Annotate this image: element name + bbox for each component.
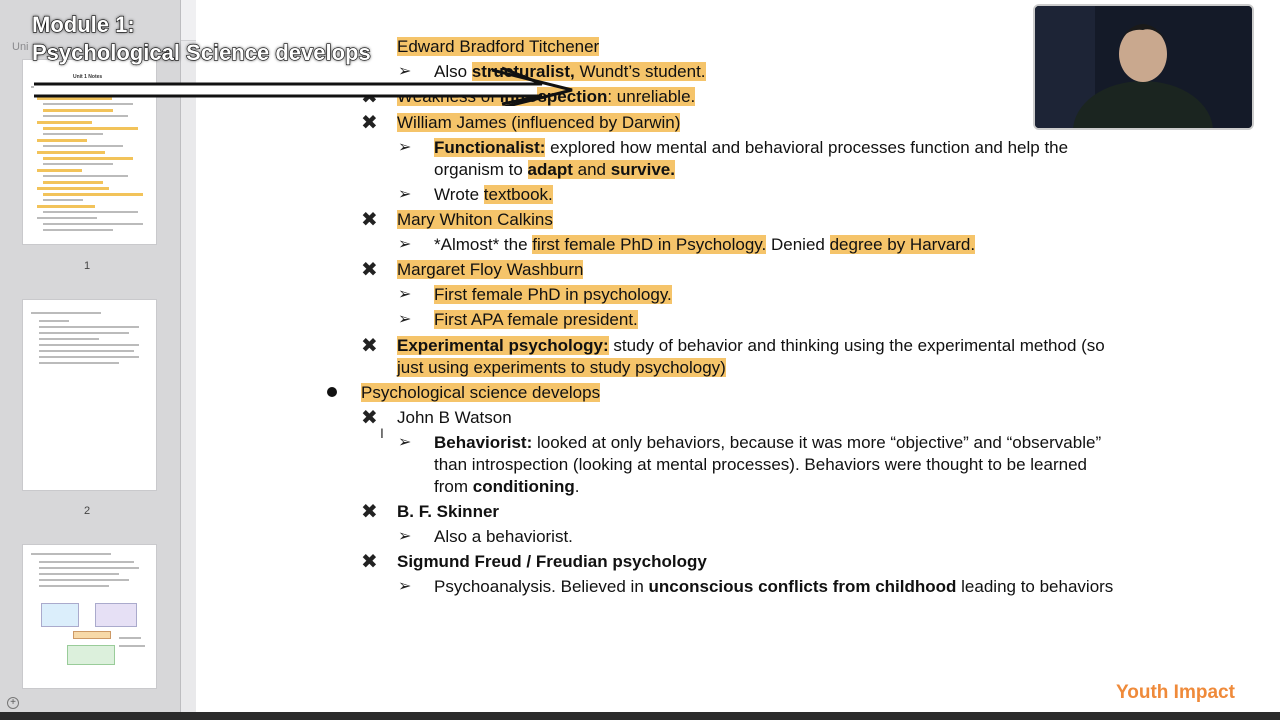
calkins-heading bbox=[397, 209, 553, 231]
behaviorist-text: Behaviorist: bbox=[434, 433, 533, 452]
x-bullet-icon: ✖ bbox=[361, 407, 378, 429]
wrote-text: Wrote bbox=[434, 185, 484, 204]
video-bottom-edge bbox=[0, 712, 1280, 720]
page-number-1: 1 bbox=[84, 260, 91, 272]
arrow-bullet-icon: ➢ bbox=[398, 186, 412, 203]
arrow-bullet-icon: ➢ bbox=[398, 578, 412, 595]
video-title-line-1: Module 1: bbox=[32, 12, 135, 37]
youth-impact-logo: Youth Impact bbox=[1116, 682, 1235, 703]
titchener-text: Edward Bradford Titchener bbox=[397, 37, 600, 56]
arrow-bullet-icon: ➢ bbox=[398, 311, 412, 328]
survive-text: survive. bbox=[610, 160, 675, 179]
page-thumbnail-sidebar bbox=[0, 0, 181, 720]
structuralist-text: structuralist, bbox=[471, 62, 575, 81]
round-bullet-icon bbox=[327, 387, 337, 397]
develops-text: Psychological science develops bbox=[361, 383, 601, 402]
calkins-text: Mary Whiton Calkins bbox=[397, 210, 553, 229]
thumbnail-title: Unit 1 Notes bbox=[73, 74, 103, 80]
x-bullet-icon: ✖ bbox=[361, 112, 378, 134]
introspection-text: introspection bbox=[499, 87, 608, 106]
washburn-detail-1 bbox=[434, 284, 672, 306]
washburn-detail-2 bbox=[434, 309, 638, 331]
also-text: Also bbox=[434, 62, 472, 81]
arrow-bullet-icon: ➢ bbox=[398, 528, 412, 545]
adapt-text: adapt bbox=[527, 160, 573, 179]
page-thumbnail-2[interactable] bbox=[23, 300, 156, 490]
webcam-overlay bbox=[1033, 4, 1254, 130]
behaviorist-line bbox=[434, 432, 1101, 454]
arrow-bullet-icon: ➢ bbox=[398, 236, 412, 253]
and-text: and bbox=[572, 160, 611, 179]
james-heading bbox=[397, 112, 680, 134]
behaviorist-desc: looked at only behaviors, because it was more “objective” and “observable” bbox=[532, 433, 1102, 452]
skinner-text: B. F. Skinner bbox=[397, 502, 500, 521]
page-number-2: 2 bbox=[84, 505, 91, 517]
washburn-heading bbox=[397, 259, 583, 281]
titchener-heading bbox=[397, 36, 599, 58]
behaviorist-line-2: than introspection (looking at mental processes). Behaviors were thought to be learned bbox=[434, 455, 1087, 474]
psycho-text: Psychoanalysis. Believed in bbox=[434, 577, 649, 596]
textbook-line bbox=[434, 184, 553, 206]
experimental-line-2 bbox=[397, 357, 726, 379]
harvard-text: degree by Harvard. bbox=[829, 235, 976, 254]
title-arrow-graphic bbox=[32, 66, 577, 106]
weakness-text: Weakness of bbox=[397, 87, 500, 106]
almost-text: *Almost* the bbox=[434, 235, 533, 254]
page-thumbnail-3[interactable] bbox=[23, 545, 156, 688]
sidebar-tab-label[interactable]: Uni bbox=[12, 41, 29, 53]
exp-psych-text: Experimental psychology: bbox=[397, 336, 609, 355]
denied-text: Denied bbox=[766, 235, 830, 254]
behaviorist-line-3 bbox=[434, 476, 579, 498]
exp-desc: study of behavior and thinking using the experimental method (so bbox=[608, 336, 1105, 355]
x-bullet-icon: ✖ bbox=[361, 86, 378, 108]
textbook-text: textbook. bbox=[483, 185, 553, 204]
washburn-text: Margaret Floy Washburn bbox=[397, 260, 584, 279]
skinner-detail: Also a behaviorist. bbox=[434, 527, 573, 546]
develops-heading bbox=[361, 382, 600, 404]
exp-desc-2: just using experiments to study psychology) bbox=[397, 358, 726, 377]
first-apa-text: First APA female president. bbox=[434, 310, 638, 329]
skinner-heading bbox=[397, 501, 499, 523]
experimental-line bbox=[397, 335, 1105, 357]
freud-text: Sigmund Freud / Freudian psychology bbox=[397, 552, 707, 571]
leading-text: leading to behaviors bbox=[956, 577, 1114, 596]
functionalist-desc: explored how mental and behavioral processes function and help the bbox=[545, 138, 1069, 157]
video-title-line-2: Psychological Science develops bbox=[32, 40, 371, 65]
freud-detail bbox=[434, 576, 1113, 598]
first-phd2-text: First female PhD in psychology. bbox=[434, 285, 672, 304]
functionalist-text: Functionalist: bbox=[434, 138, 546, 157]
x-bullet-icon: ✖ bbox=[361, 501, 378, 523]
organism-text: organism to bbox=[434, 160, 528, 179]
arrow-bullet-icon: ➢ bbox=[398, 139, 412, 156]
freud-heading bbox=[397, 551, 707, 573]
presenter-video-icon bbox=[1035, 6, 1252, 128]
x-bullet-icon: ✖ bbox=[361, 551, 378, 573]
first-phd-text: first female PhD in Psychology. bbox=[532, 235, 767, 254]
unconscious-text: unconscious conflicts from childhood bbox=[648, 577, 957, 596]
x-bullet-icon: ✖ bbox=[361, 335, 378, 357]
arrow-bullet-icon: ➢ bbox=[398, 434, 412, 451]
from-text: from bbox=[434, 477, 473, 496]
unreliable-text: : unreliable. bbox=[607, 87, 696, 106]
calkins-detail bbox=[434, 234, 975, 256]
conditioning-text: conditioning bbox=[472, 477, 575, 496]
text-cursor-icon: I bbox=[380, 425, 384, 441]
wundt-text: Wundt’s student. bbox=[574, 62, 706, 81]
watson-heading: John B Watson bbox=[397, 408, 512, 427]
arrow-bullet-icon: ➢ bbox=[398, 286, 412, 303]
x-bullet-icon: ✖ bbox=[361, 209, 378, 231]
period-text: . bbox=[574, 477, 580, 496]
add-page-icon[interactable]: + bbox=[7, 697, 19, 709]
james-text: William James (influenced by Darwin) bbox=[397, 113, 681, 132]
functionalist-line bbox=[434, 137, 1068, 159]
arrow-bullet-icon: ➢ bbox=[398, 63, 412, 80]
x-bullet-icon: ✖ bbox=[361, 259, 378, 281]
functionalist-line-2 bbox=[434, 159, 675, 181]
